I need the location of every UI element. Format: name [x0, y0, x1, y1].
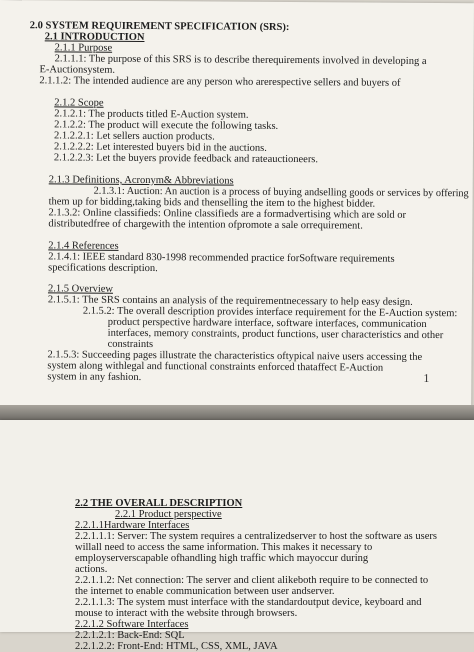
text-line: interfaces, memory constraints, product functions, user characteristics and other: [107, 327, 444, 342]
subsection-heading: 2.2.1 Product perspective: [115, 509, 222, 520]
page-gap: [0, 405, 474, 420]
text-line: 2.1.3.1: Auction: An auction is a process of buying andselling goods or services by offering: [93, 185, 469, 200]
text-line: system in any fashion.: [47, 371, 142, 383]
text-line: willall need to access the same information. This makes it necessary to: [75, 542, 373, 553]
text-line: 2.1.2.2.3: Let the buyers provide feedback and rateauctioneers.: [53, 152, 319, 166]
page-mark: 1: [423, 370, 430, 386]
text-line: constraints: [107, 338, 154, 351]
text-line: 2.1.4.1: IEEE standard 830-1998 recommended practice forSoftware requirements: [48, 251, 395, 265]
text-line: 2.1.2.1: The products titled E-Auction system.: [54, 108, 249, 121]
subsection-heading: 2.1.4 References: [48, 240, 119, 252]
subsection-heading: 2.1.1 Purpose: [54, 42, 113, 54]
text-line: 2.2.1.2.1: Back-End: SQL: [75, 630, 185, 641]
subsection-heading: 2.1.2 Scope: [54, 97, 104, 109]
section-heading: 2.2 THE OVERALL DESCRIPTION: [75, 498, 243, 509]
text-line: 2.1.5.1: The SRS contains an analysis of the requirementnecessary to help easy design.: [47, 294, 413, 308]
subsection-heading: 2.1.3 Definitions, Acronym& Abbreviations: [48, 174, 234, 187]
text-line: 2.2.1.1.1: Server: The system requires a centralizedserver to host the software as users: [75, 531, 437, 542]
text-line: 2.1.3.2: Online classifieds: Online classifieds are a formadvertising which are sold or: [48, 207, 407, 221]
text-line: specifications description.: [48, 262, 158, 275]
text-line: employserverscapable ofhandling high traffic which mayoccur during: [75, 553, 369, 564]
text-line: 2.2.1.2.2: Front-End: HTML, CSS, XML, JAVA: [75, 641, 278, 652]
text-line: product perspective hardware interface, software interfaces, communication: [107, 316, 427, 330]
section-heading: 2.0 SYSTEM REQUIREMENT SPECIFICATION (SRS):: [29, 20, 290, 34]
text-line: 2.1.5.3: Succeeding pages illustrate the characteristics oftypical naive users accessing the: [47, 349, 423, 363]
subsection-heading: 2.1.5 Overview: [47, 283, 114, 295]
text-line: E-Auctionsystem.: [39, 64, 116, 76]
text-line: 2.1.1.1: The purpose of this SRS is to describe therequirements involved in developing a: [54, 53, 427, 67]
text-line: them up for bidding,taking bids and thenselling the item to the highest bidder.: [48, 196, 376, 210]
subsection-heading: 2.2.1.1Hardware Interfaces: [75, 520, 190, 531]
text-line: 2.1.1.2: The intended audience are any person who arerespective sellers and buyers of: [39, 75, 401, 89]
text-line: distributedfree of chargewith the intention ofpromote a sale orrequirement.: [48, 218, 363, 232]
text-line: 2.1.5.2: The overall description provides interface requirement for the E-Auction system:: [82, 305, 458, 320]
subsection-heading: 2.2.1.2 Software Interfaces: [75, 619, 189, 630]
document-page-2: [0, 420, 474, 652]
text-line: 2.1.2.2: The product will execute the following tasks.: [54, 119, 279, 132]
text-line: mouse to interact with the website through browsers.: [75, 608, 298, 619]
text-line: 2.2.1.1.2: Net connection: The server and client alikeboth require to be connected to: [75, 575, 429, 586]
text-line: the internet to enable communication between user andserver.: [75, 586, 335, 597]
text-line: 2.1.2.2.1: Let sellers auction products.: [54, 130, 215, 143]
text-line: actions.: [75, 564, 108, 575]
subsection-heading: 2.1 INTRODUCTION: [44, 31, 145, 44]
text-line: 2.1.2.2.2: Let interested buyers bid in the auctions.: [53, 141, 267, 154]
text-line: system along withlegal and functional constraints enforced thataffect E-Auction: [47, 360, 384, 374]
text-line: 2.2.1.1.3: The system must interface with the standardoutput device, keyboard and: [75, 597, 422, 608]
